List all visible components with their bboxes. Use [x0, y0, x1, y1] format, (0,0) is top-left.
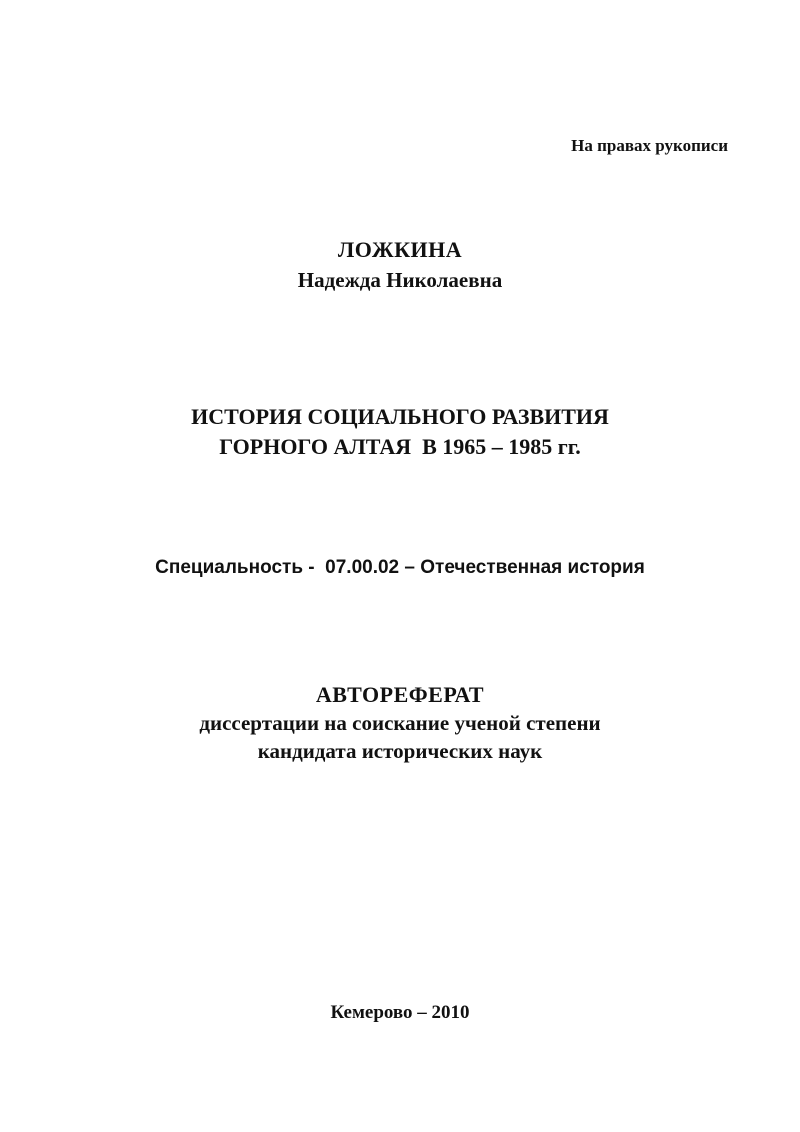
place-year: Кемерово – 2010: [330, 1002, 470, 1023]
author-surname: ЛОЖКИНА: [337, 237, 463, 262]
abstract-line-1: диссертации на соискание ученой степени: [199, 711, 601, 735]
abstract-block: [0, 681, 800, 765]
title-line-1: ИСТОРИЯ СОЦИАЛЬНОГО РАЗВИТИЯ: [191, 404, 609, 429]
author-given-names: Надежда Николаевна: [297, 268, 503, 292]
abstract-heading: АВТОРЕФЕРАТ: [315, 682, 485, 707]
dissertation-title: [0, 402, 800, 462]
author-block: [0, 236, 800, 294]
abstract-line-2: кандидата исторических наук: [257, 739, 543, 763]
speciality-line: Специальность - 07.00.02 – Отечественная история: [155, 557, 645, 578]
title-line-2: ГОРНОГО АЛТАЯ В 1965 – 1985 гг.: [219, 434, 581, 459]
rights-note: На правах рукописи: [571, 136, 728, 155]
